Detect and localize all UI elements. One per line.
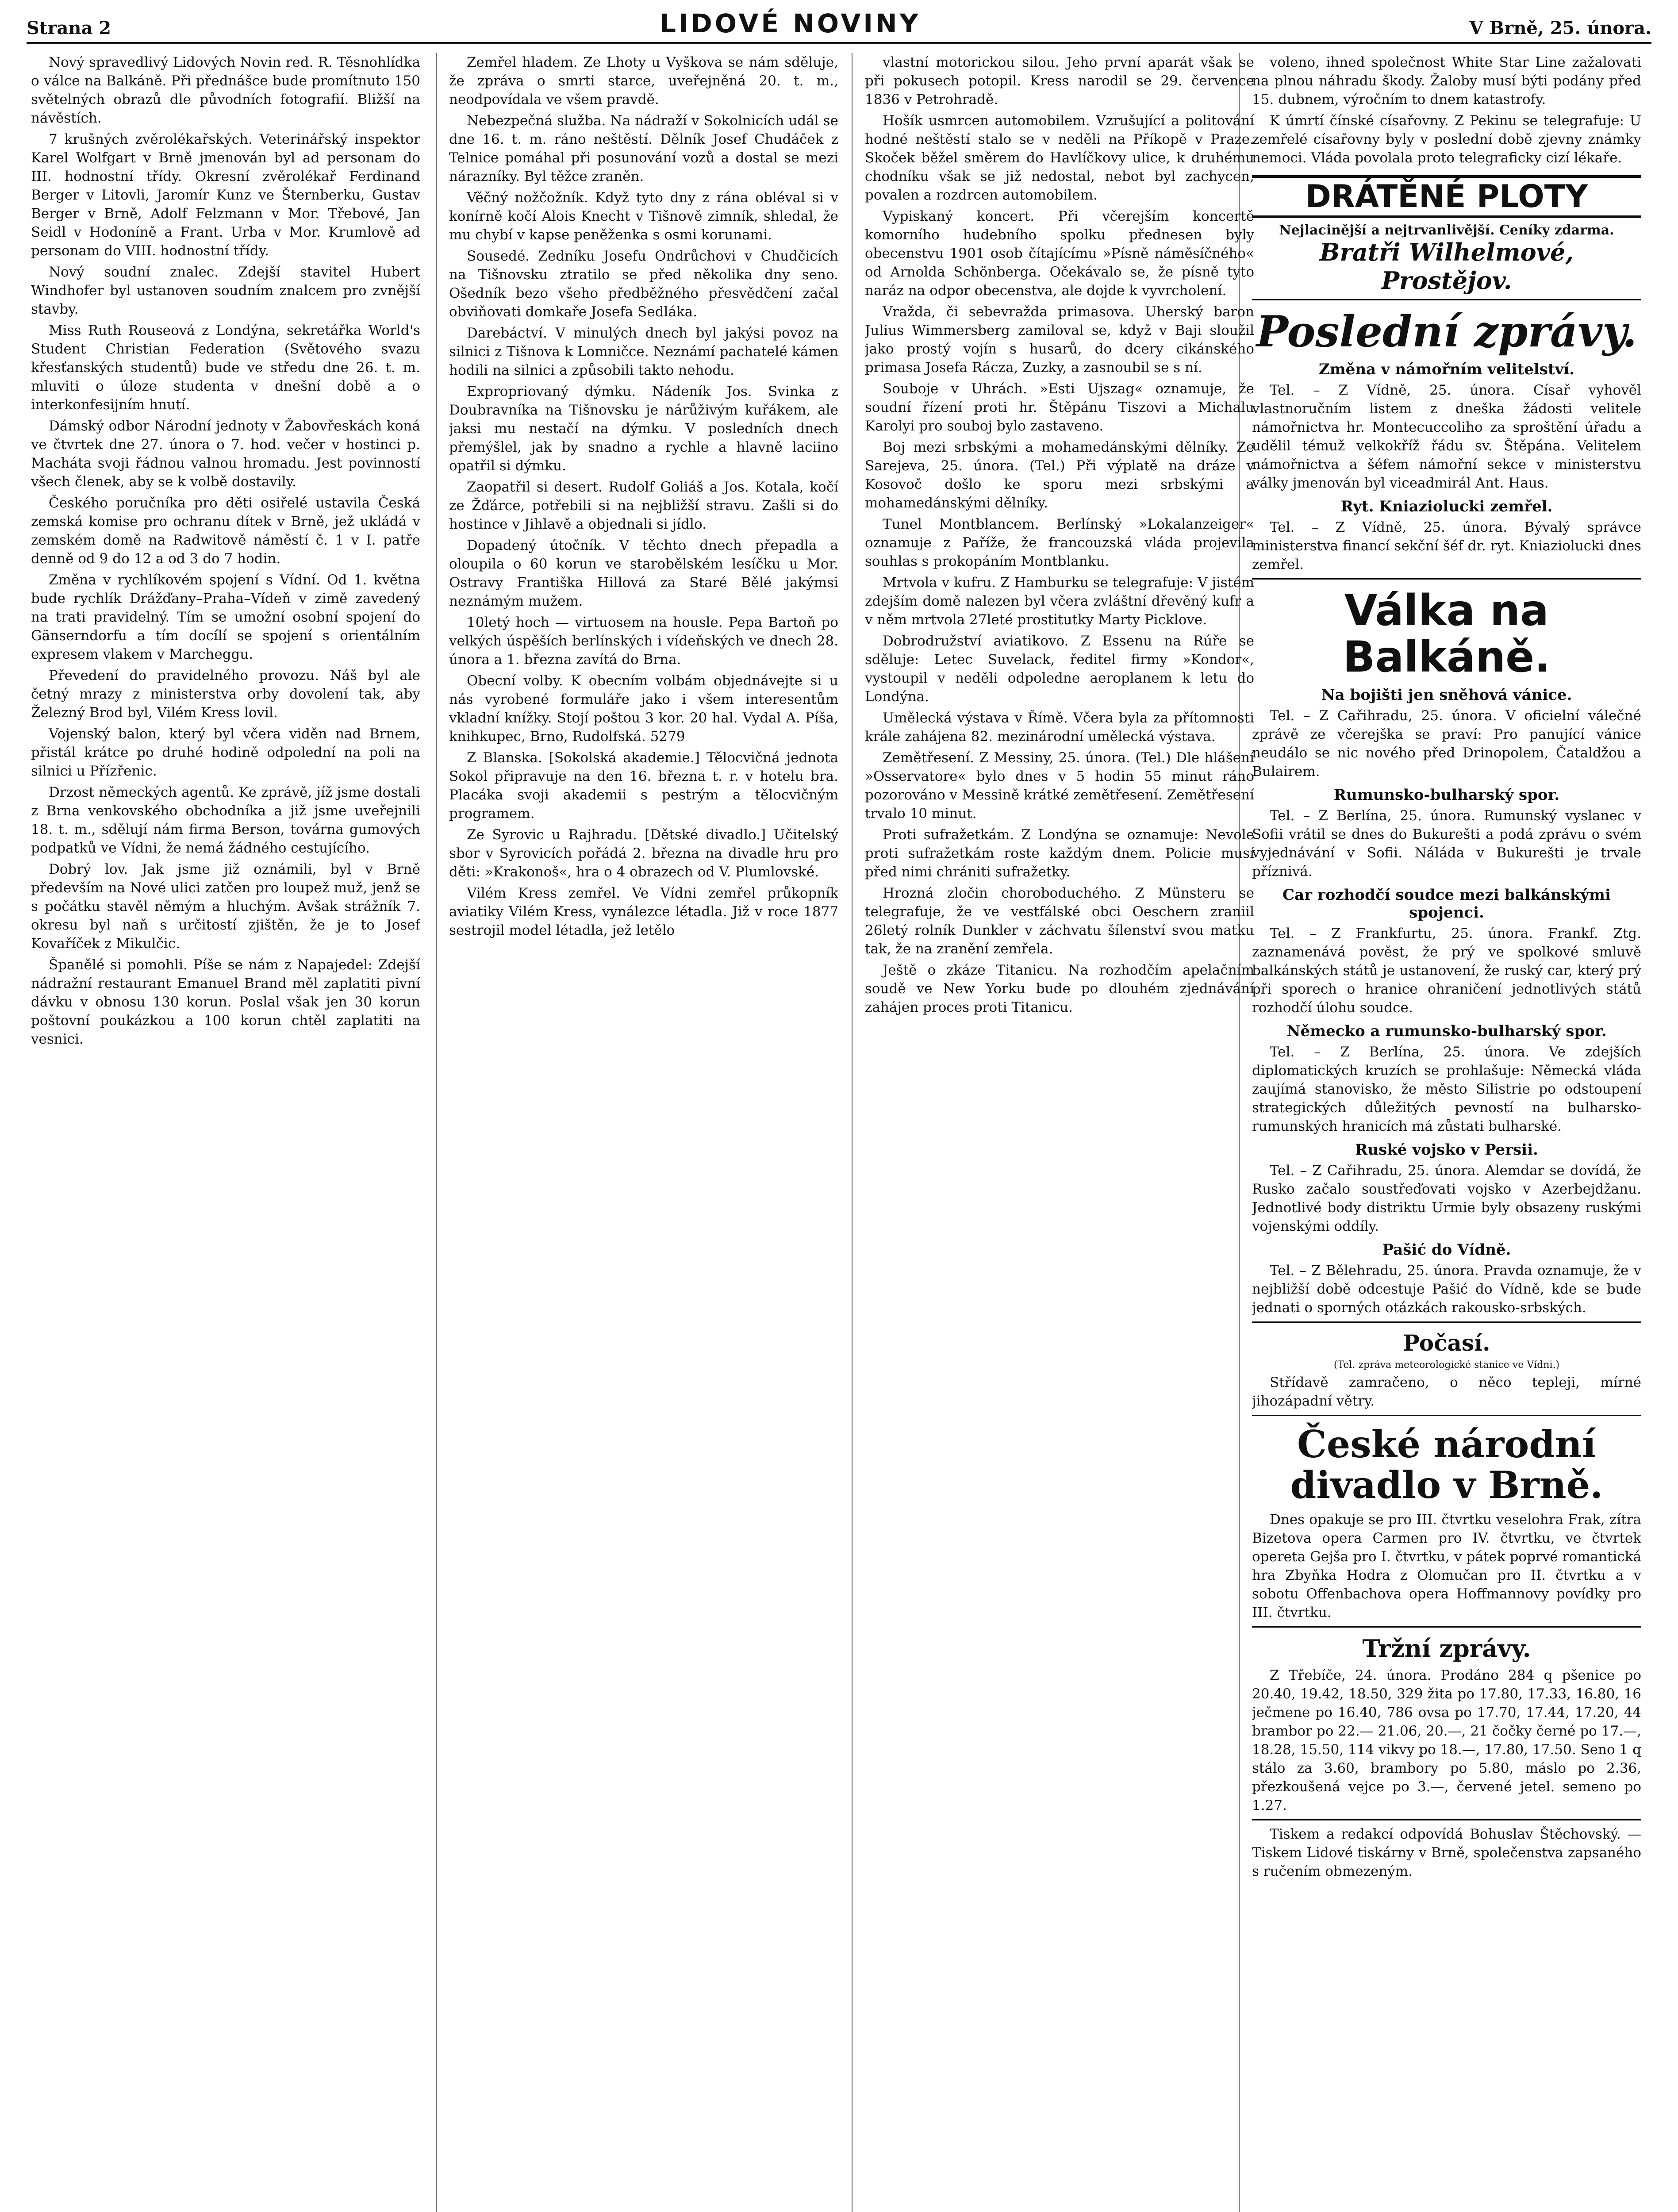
divider [1252, 1415, 1641, 1416]
date-line: V Brně, 25. února. [1469, 18, 1651, 38]
article: Sousedé. Zedníku Josefu Ondrůchovi v Chudčicích na Tišnovsku ztratilo se před několika dny seno. Ošedník bezo všeho předběžného přesvědčení začal obviňovati domkaře Josefa Sedláka. [449, 248, 838, 320]
article: Vypiskaný koncert. Při včerejším koncertě komorního hudebního spolku přednesen byly obecenstvu 1901 osob čítajícímu »Písně náměsíčného« od Arnolda Schönberga. Očekávalo se, že písně tyto naráz na odpor obecenstva, ale dojde k vyvrcholení. [865, 208, 1254, 299]
article: vlastní motorickou silou. Jeho první aparát však se při pokusech potopil. Kress narodil se 29. července 1836 v Petrohradě. [865, 54, 1254, 108]
article: Španělé si pomohli. Píše se nám z Napajedel: Zdejší nádražní restaurant Emanuel Brand měl zaplatiti pivní dávku v obnosu 130 korun. Poslal však jen 30 korun poštovní poukázkou a 100 korun chtěl zaplatiti na vesnici. [31, 957, 420, 1047]
section-title-war: Válka na Balkáně. [1343, 585, 1551, 682]
article: Hrozná zločin choroboduchého. Z Münsteru se telegrafuje, že ve vestfálské obci Oeschern zraniil 26letý rolník Dunkler v záchvatu šílenství svou matku tak, že na zranění zemřela. [865, 885, 1254, 957]
column-3 [865, 53, 1254, 2212]
article: Umělecká výstava v Římě. Včera byla za přítomnosti krále zahájena 82. mezinárodní umělecká výstava. [865, 710, 1254, 745]
article: Nebezpečná služba. Na nádraží v Sokolnicích udál se dne 16. t. m. ráno neštěstí. Dělník Josef Chudáček z Telnice pomáhal při posunování vozů a dostal se mezi nárazníky. Byl těžce zraněn. [449, 113, 838, 184]
ad-line: Nejlacinější a nejtrvanlivější. Ceníky zdarma. [1279, 223, 1614, 238]
column-4 [1252, 53, 1641, 2212]
divider [1252, 299, 1641, 300]
article: Mrtvola v kufru. Z Hamburku se telegrafuje: V jistém zdejším domě nalezen byl včera zvláštní dřevěný kufr a v něm mrtvola 27leté prostitutky Marty Picklove. [865, 575, 1254, 628]
divider [1252, 1321, 1641, 1323]
subhead: Ruské vojsko v Persii. [1355, 1141, 1538, 1159]
section-title-market: Tržní zprávy. [1362, 1634, 1531, 1663]
article: Proti sufražetkám. Z Londýna se oznamuje: Nevole proti sufražetkám roste každým dnem. Policie musí před nimi chrániti sufražetky. [865, 827, 1254, 880]
subhead: Změna v námořním velitelství. [1318, 360, 1575, 378]
subhead: Rumunsko-bulharský spor. [1333, 786, 1560, 804]
article: Tel. – Z Cařihradu, 25. února. V oficielní válečné zprávě ze včerejška se praví: Pro panující vánice neudálo se nic nového před Drinopolem, Čataldžou a Bulairem. [1252, 707, 1641, 780]
article: K úmrtí čínské císařovny. Z Pekinu se telegrafuje: U zemřelé císařovny byly v poslední době zjevny známky nemoci. Vláda povolala proto telegraficky cizí lékaře. [1252, 113, 1641, 166]
ad-title: DRÁTĚNÉ PLOTY [1252, 175, 1641, 218]
section-title-weather: Počasí. [1403, 1329, 1490, 1356]
article: Dobrý lov. Jak jsme již oznámili, byl v Brně především na Nové ulici zatčen pro loupež muž, jenž se s počátku stavěl němým a hluchým. Avšak strážník 7. okresu byl naň s určitostí zjištěn, že je to Josef Kovaříček z Mikulčic. [31, 861, 420, 952]
page-header [27, 4, 1651, 44]
imprint: Tiskem a redakcí odpovídá Bohuslav Štěchovský. — Tiskem Lidové tiskárny v Brně, společenstva zapsaného s ručením obmezeným. [1252, 1826, 1641, 1879]
subhead: Na bojišti jen sněhová vánice. [1321, 686, 1572, 704]
divider [1252, 578, 1641, 580]
article: Dopadený útočník. V těchto dnech přepadla a oloupila o 60 korun ve starobělském lesíčku u Mor. Ostravy Františka Hillová za Staré Bělé jakýmsi neznámým mužem. [449, 538, 838, 609]
article: Hošík usmrcen automobilem. Vzrušující a politování hodné neštěstí stalo se v neděli na Příkopě v Praze. Skoček běžel směrem do Havlíčkovy ulice, k druhému chodníku však se již nedostal, nebot byl zachycen, povalen a rozdrcen automobilem. [865, 113, 1254, 203]
article: Tel. – Z Bělehradu, 25. února. Pravda oznamuje, že v nejbližší době odcestuje Pašić do Vídně, kde se bude jednati o sporných otázkách rakousko-srbských. [1252, 1262, 1641, 1316]
article: Zemřel hladem. Ze Lhoty u Vyškova se nám sděluje, že zpráva o smrti starce, uveřejněná 20. t. m., neodpovídala ve všem pravdě. [449, 54, 838, 108]
article: Tel. – Z Vídně, 25. února. Císař vyhověl vlastnoručním listem z dneška žádosti velitele námořnictva hr. Montecuccoliho za sproštění úřadu a udělil témuž velkokříž řádu sv. Štěpána. Velitelem námořnictva a šéfem námořní sekce v ministerstvu války jmenován byl viceadmirál Ant. Haus. [1252, 382, 1641, 491]
subhead: Pašić do Vídně. [1382, 1240, 1511, 1259]
article: Darebáctví. V minulých dnech byl jakýsi povoz na silnici z Tišnova k Lomničce. Neznámí pachatelé kámen hodili na silnici a způsobili takto nehodu. [449, 325, 838, 378]
article: 7 krušných zvěrolékařských. Veterinářský inspektor Karel Wolfgart v Brně jmenován byl ad personam do III. hodnostní třídy. Okresní zvěrolékař Ferdinand Berger v Litovli, Jaromír Kunz ve Šternberku, Gustav Berger v Brně, Adolf Felzmann v Mor. Třebové, Jan Seidl v Hodoníně a Frant. Urba v Mor. Krumlově ad personam do VIII. hodnostní třídy. [31, 131, 420, 259]
article: Ze Syrovic u Rajhradu. [Dětské divadlo.] Učitelský sbor v Syrovicích pořádá 2. března na divadle hru pro děti: »Krakonoš«, hra o 4 obrazech od V. Plumlovské. [449, 827, 838, 880]
article: Tel. – Z Berlína, 25. února. Rumunský vyslanec v Sofii vrátil se dnes do Bukurešti a podá zprávu o svém vyjednávání v Sofii. Náláda v Bukurešti je trvale příznivá. [1252, 807, 1641, 879]
article: Převedení do pravidelného provozu. Náš byl ale četný mrazy z ministerstva orby dovolení tak, aby Železný Brod byl, Vilém Kress lovil. [31, 668, 420, 721]
article: Z Blanska. [Sokolská akademie.] Tělocvičná jednota Sokol připravuje na den 16. března t. r. v hotelu bra. Placáka svoji akademii s pestrým a tělocvičným programem. [449, 750, 838, 822]
article: Dámský odbor Národní jednoty v Žabovřeskách koná ve čtvrtek dne 27. února o 7. hod. večer v hostinci p. Macháta svoji řádnou valnou hromadu. Jest povinností všech členek, aby se k volbě dostavily. [31, 418, 420, 490]
subhead: Ryt. Kniaziolucki zemřel. [1340, 497, 1553, 515]
article: Tel. – Z Vídně, 25. února. Bývalý správce ministerstva financí sekční šéf dr. ryt. Kniaziolucki dnes zemřel. [1252, 519, 1641, 572]
article: Obecní volby. K obecním volbám objednávejte si u nás vyrobené formuláře jako i všem interesentům vkladní knížky. Stojí poštou 3 kor. 20 hal. Vydal A. Píša, knihkupec, Brno, Rudolfská. 5279 [449, 673, 838, 745]
article: 10letý hoch — virtuosem na housle. Pepa Bartoň po velkých úspěších berlínských i vídeňských ve dnech 28. února a 1. března zavítá do Brna. [449, 614, 838, 668]
article: Z Třebíče, 24. února. Prodáno 284 q pšenice po 20.40, 19.42, 18.50, 329 žita po 17.80, 17.33, 16.80, 16 ječmene po 16.40, 786 ovsa po 17.70, 17.44, 17.20, 44 brambor po 22.— 21.06, 20.—, 21 čočky černé po 17.—, 18.28, 15.50, 114 vikvy po 18.—, 17.80, 17.50. Seno 1 q stálo za 3.60, brambory po 5.80, máslo po 2.36, přezkoušená vejce po 3.—, červené jetel. semeno po 1.27. [1252, 1667, 1641, 1813]
article: Dobrodružství aviatikovo. Z Essenu na Rúře se sděluje: Letec Suvelack, ředitel firmy »Kondor«, vystoupil v neděli odpoledne aeroplanem k letu do Londýna. [865, 633, 1254, 705]
article: Tel. – Z Berlína, 25. února. Ve zdejších diplomatických kruzích se prohlašuje: Německá vláda zaujímá stanovisko, že město Silistrie po odstoupení strategických důležitých pevností na bulharsko-rumunských hranicích má zůstati bulharské. [1252, 1044, 1641, 1134]
divider [1252, 1626, 1641, 1628]
article: Ještě o zkáze Titanicu. Na rozhodčím apelačním soudě ve New Yorku bude po dlouhém zjednávání zahájen proces proti Titanicu. [865, 962, 1254, 1015]
article: Vražda, či sebevražda primasova. Uherský baron Julius Wimmersberg zamiloval se, když v Baji sloužil jako prostý vojín s husarů, do dcery cikánského primasa Josefa Rácza, Zuzky, a zasnoubil se s ní. [865, 304, 1254, 376]
article: Nový soudní znalec. Zdejší stavitel Hubert Windhofer byl ustanoven soudním znalcem pro zvnější stavby. [31, 264, 420, 317]
masthead: LIDOVÉ NOVINY [660, 8, 921, 38]
article: Věčný nožčožník. Když tyto dny z rána obléval si v konírně kočí Alois Knecht v Tišnově zimník, shledal, že mu chybí v kapse peněženka s osmi korunami. [449, 190, 838, 243]
article: Souboje v Uhrách. »Esti Ujszag« oznamuje, že soudní řízení proti hr. Štěpánu Tiszovi a Michalu Karolyi pro souboj bylo zastaveno. [865, 381, 1254, 434]
article: Nový spravedlivý Lidových Novin red. R. Těsnohlídka o válce na Balkáně. Při přednášce bude promítnuto 150 světelných obrazů dle původních fotografií. Bližší na návěstích. [31, 54, 420, 126]
article: Zaopatřil si desert. Rudolf Goliáš a Jos. Kotala, kočí ze Žďárce, potřebili si na nejbližší stravu. Zašli si do hostince v Jihlavě a objednali si jídlo. [449, 479, 838, 532]
subhead: Německo a rumunsko-bulharský spor. [1286, 1022, 1607, 1040]
article: Tunel Montblancem. Berlínský »Lokalanzeiger« oznamuje z Paříže, že francouzská vláda projevila souhlas s prokopáním Montblanku. [865, 516, 1254, 569]
article: Vilém Kress zemřel. Ve Vídni zemřel průkopník aviatiky Vilém Kress, vynálezce létadla. Již v roce 1877 sestrojil model létadla, jež letělo [449, 885, 838, 938]
section-title-latest: Poslední zprávy. [1256, 307, 1637, 357]
article: Změna v rychlíkovém spojení s Vídní. Od 1. května bude rychlík Drážďany–Praha–Vídeň v zimě zavedený na trati pravidelný. Tím se umožní osobní spojení do Gänserndorfu a tím docílí se spojení s orientálním expresem vlakem v Marcheggu. [31, 572, 420, 662]
article: Tel. – Z Frankfurtu, 25. února. Frankf. Ztg. zaznamenává pověst, že prý ve spolkové smluvě balkánských států je ustanovení, že ruský car, který prý při sporech o hranice ohraničení jednotlivých států rozhodčí úlohu soudce. [1252, 925, 1641, 1016]
article: Zemětřesení. Z Messiny, 25. února. (Tel.) Dle hlášení »Osservatore« bylo dnes v 5 hodin 55 minut ráno pozorováno v Messině krátké zemětřesení. Zemětřesení trvalo 10 minut. [865, 750, 1254, 822]
article: Boj mezi srbskými a mohamedánskými dělníky. Ze Sarejeva, 25. února. (Tel.) Při výplatě na dráze v Kosovoč došlo ke sporu mezi srbskými a mohamedánskými dělníky. [865, 439, 1254, 511]
article: Českého poručníka pro děti osiřelé ustavila Česká zemská komise pro ochranu dítek v Brně, jež ukládá v zemském domě na Radwitově náměstí č. 1 v I. patře denně od 9 do 12 a od 3 do 7 hodin. [31, 495, 420, 567]
column-2 [449, 53, 838, 2212]
column-1 [31, 53, 420, 2212]
article: Miss Ruth Rouseová z Londýna, sekretářka World's Student Christian Federation (Světového svazu křesťanských studentů) bude ve středu dne 26. t. m. mluviti o úloze studenta v dnešní době a o interkonfesijním hnutí. [31, 323, 420, 413]
article: voleno, ihned společnost White Star Line zažalovati na plnou náhradu škody. Žaloby musí býti podány před 15. dubnem, výročním to dnem katastrofy. [1252, 54, 1641, 108]
column-rule [436, 53, 437, 2212]
subhead: Car rozhodčí soudce mezi balkánskými spojenci. [1282, 886, 1611, 922]
section-title-theatre: České národní divadlo v Brně. [1290, 1422, 1603, 1507]
ad-firm: Bratři Wilhelmové, Prostějov. [1319, 238, 1574, 295]
article: Vojenský balon, který byl včera viděn nad Brnem, přistál krátce po druhé hodině odpolední na poli na silnici u Přízřenic. [31, 726, 420, 779]
article: Drzost německých agentů. Ke zprávě, jíž jsme dostali z Brna venkovského obchodníka a již jsme uveřejnili 18. t. m., sdělují nám firma Berson, továrna gumových podpatků ve Vídni, že nemá žádného cestujícího. [31, 784, 420, 856]
page-number: Strana 2 [27, 18, 111, 38]
article: Střídavě zamračeno, o něco tepleji, mírné jihozápadní větry. [1252, 1374, 1641, 1409]
article: Dnes opakuje se pro III. čtvrtku veselohra Frak, zítra Bizetova opera Carmen pro IV. čtvrtku, ve čtvrtek opereta Gejša pro I. čtvrtku, v pátek poprvé romantická hra Zbyňka Hodra z Olomučan pro II. čtvrtku a v sobotu Offenbachova opera Hoffmannovy povídky pro III. čtvrtku. [1252, 1511, 1641, 1621]
article: Expropriovaný dýmku. Nádeník Jos. Svinka z Doubravníka na Tišnovsku je nárůživým kuřákem, ale jaksi mu nestačí na dýmku. V posledních dnech přemýšlel, jak by snadno a rychle a hlavně laciino opatřil si dýmku. [449, 384, 838, 474]
weather-source: (Tel. zpráva meteorologické stanice ve Vídni.) [1333, 1359, 1560, 1371]
article: Tel. – Z Cařihradu, 25. února. Alemdar se dovídá, že Rusko začalo soustřeďovati vojsko v Azerbejdžanu. Jednotlivé body distriktu Urmie byly obsazeny ruskými vojenskými oddíly. [1252, 1162, 1641, 1234]
divider [1252, 1819, 1641, 1820]
